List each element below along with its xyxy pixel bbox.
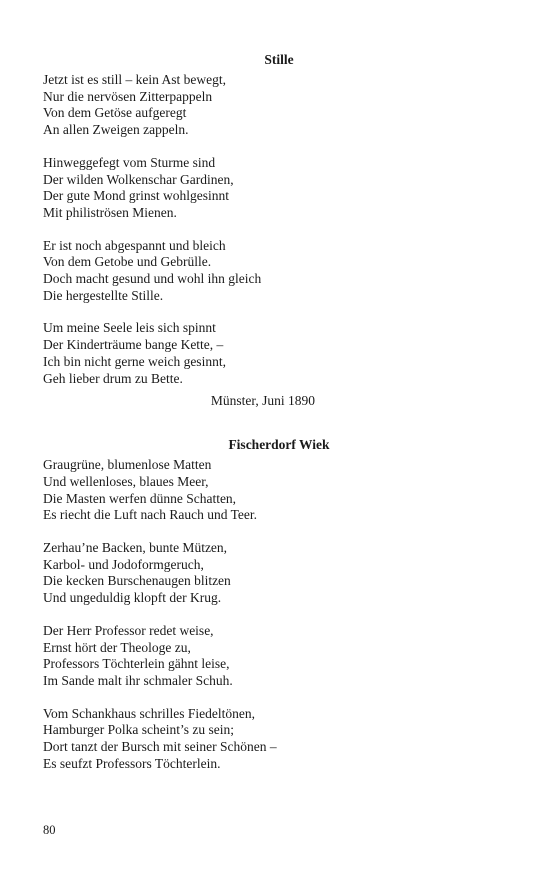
verse-line: Und ungeduldig klopft der Krug. xyxy=(43,590,222,606)
poem-stille xyxy=(43,50,483,409)
verse-line: Karbol- und Jodoformgeruch, xyxy=(43,556,204,572)
verse-line: Vom Schankhaus schrilles Fiedeltönen, xyxy=(43,705,255,721)
poem-fischerdorf-wiek xyxy=(43,435,483,772)
verse-line: Er ist noch abgespannt und bleich xyxy=(43,237,226,253)
stanza-3 xyxy=(43,238,483,305)
stanza-2 xyxy=(43,155,483,222)
verse-line: Von dem Getöse aufgeregt xyxy=(43,105,187,121)
verse-line: Hinweggefegt vom Sturme sind xyxy=(43,154,216,170)
verse-line: Die kecken Burschenaugen blitzen xyxy=(43,573,231,589)
verse-line: Dort tanzt der Bursch mit seiner Schönen – xyxy=(43,739,277,755)
verse-line: Professors Töchterlein gähnt leise, xyxy=(43,656,230,672)
verse-line: Jetzt ist es still – kein Ast bewegt, xyxy=(43,72,226,87)
verse-line: Es riecht die Luft nach Rauch und Teer. xyxy=(43,507,257,523)
stanza-1 xyxy=(43,72,483,139)
verse-line: Der Herr Professor redet weise, xyxy=(43,622,214,638)
place-date: Münster, Juni 1890 xyxy=(210,393,315,409)
verse-line: An allen Zweigen zappeln. xyxy=(43,122,189,138)
verse-line: Der gute Mond grinst wohlgesinnt xyxy=(43,188,229,204)
verse-line: Nur die nervösen Zitterpappeln xyxy=(43,88,213,104)
verse-line: Im Sande malt ihr schmaler Schuh. xyxy=(43,672,233,688)
verse-line: Doch macht gesund und wohl ihn gleich xyxy=(43,271,262,287)
verse-line: Ich bin nicht gerne weich gesinnt, xyxy=(43,353,226,369)
verse-line: Die Masten werfen dünne Schatten, xyxy=(43,490,237,506)
verse-line: Geh lieber drum zu Bette. xyxy=(43,370,183,386)
verse-line: Von dem Getobe und Gebrülle. xyxy=(43,254,212,270)
stanza-1 xyxy=(43,457,483,524)
verse-line: Die hergestellte Stille. xyxy=(43,287,164,303)
page-body xyxy=(43,50,483,789)
verse-line: Zerhau’ne Backen, bunte Mützen, xyxy=(43,540,228,556)
verse-line: Mit philiströsen Mienen. xyxy=(43,204,177,220)
verse-line: Hamburger Polka scheint’s zu sein; xyxy=(43,722,234,738)
stanza-2 xyxy=(43,540,483,607)
verse-line: Um meine Seele leis sich spinnt xyxy=(43,320,216,336)
stanza-3 xyxy=(43,623,483,690)
verse-line: Graugrüne, blumenlose Matten xyxy=(43,457,212,473)
verse-line: Der Kinderträume bange Kette, – xyxy=(43,337,224,353)
stanza-4 xyxy=(43,706,483,773)
page-number: 80 xyxy=(43,823,56,837)
verse-line: Und wellenloses, blaues Meer, xyxy=(43,473,209,489)
stanza-4 xyxy=(43,320,483,387)
verse-line: Es seufzt Professors Töchterlein. xyxy=(43,755,221,771)
poem-title: Fischerdorf Wiek xyxy=(228,437,330,453)
verse-line: Der wilden Wolkenschar Gardinen, xyxy=(43,171,234,187)
verse-line: Ernst hört der Theologe zu, xyxy=(43,639,191,655)
poem-title: Stille xyxy=(264,52,294,67)
